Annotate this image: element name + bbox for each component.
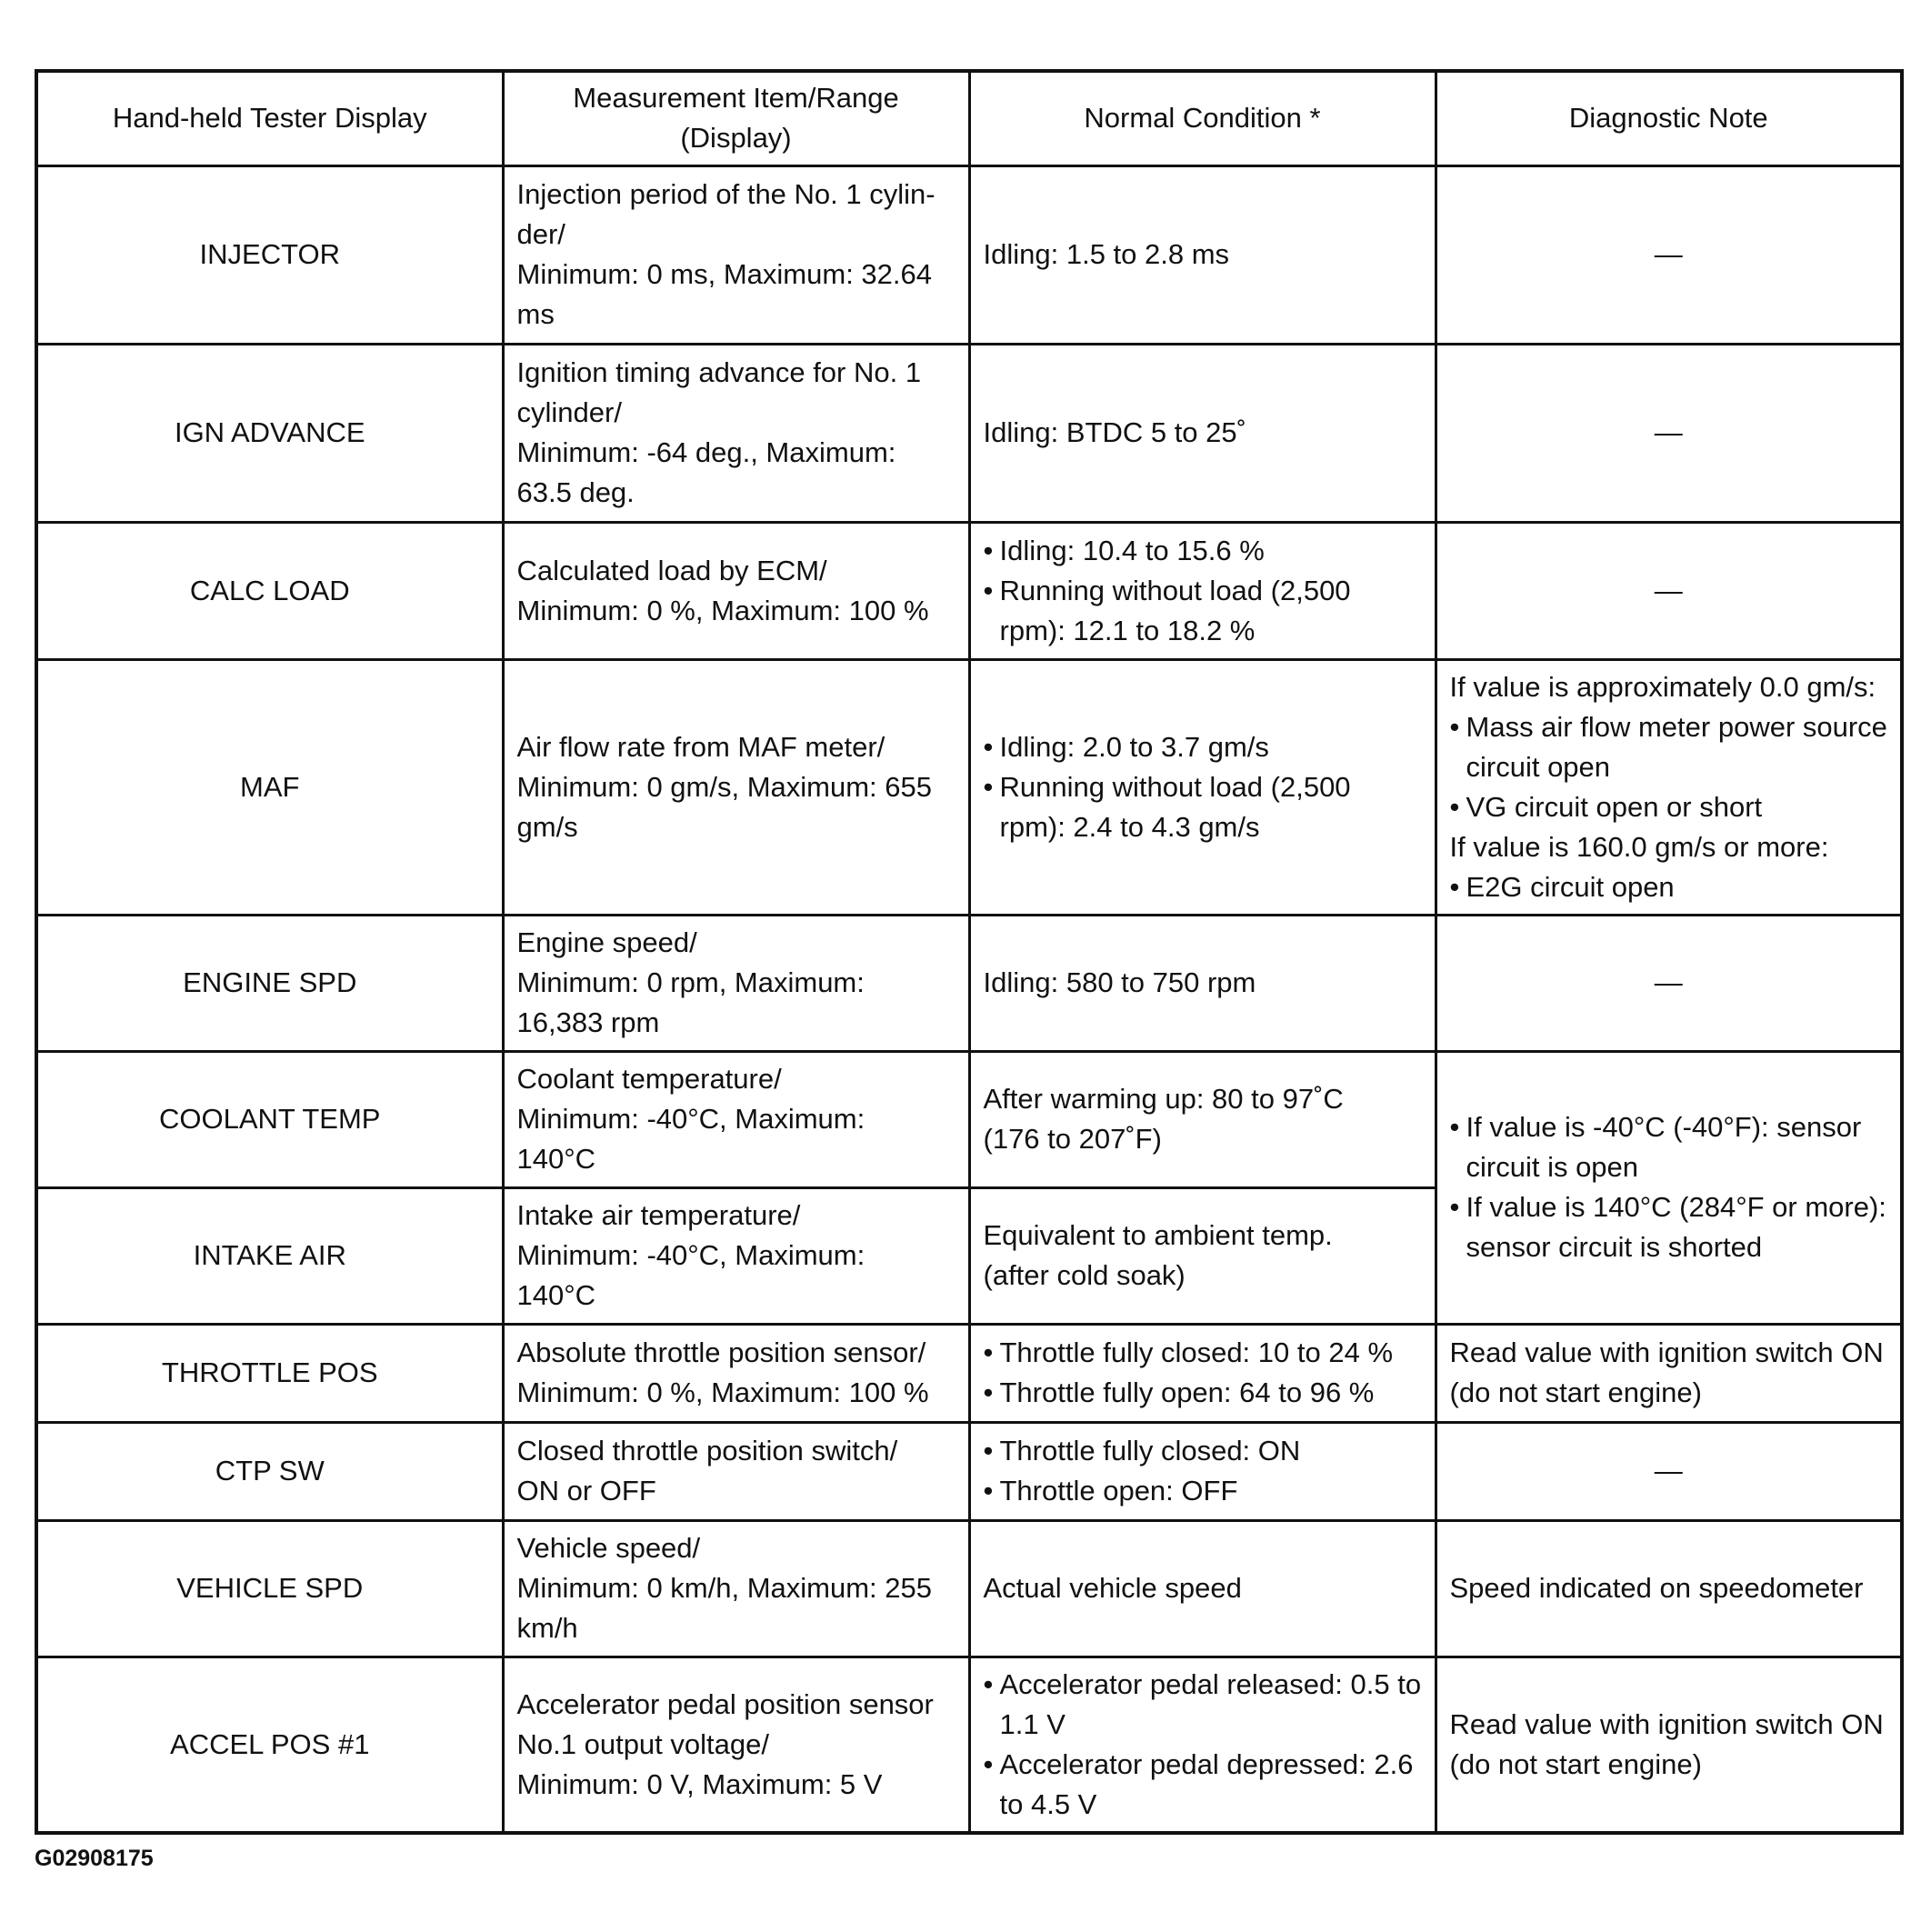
text-line: 63.5 deg. bbox=[516, 476, 635, 508]
header-measurement-line: (Display) bbox=[680, 122, 792, 155]
text-line: Minimum: 0 rpm, Maximum: bbox=[516, 966, 865, 998]
text-line: Minimum: -40°C, Maximum: bbox=[516, 1103, 865, 1135]
normal-cell bbox=[969, 1324, 1436, 1422]
text-line: Minimum: 0 %, Maximum: 100 % bbox=[516, 1376, 929, 1408]
table-row bbox=[36, 1422, 1902, 1520]
data-list-table bbox=[35, 69, 1904, 1835]
bullet-item: • Running without load (2,500 rpm): 12.1 to 18.2 % bbox=[984, 571, 1422, 651]
measurement-cell bbox=[503, 1520, 969, 1657]
text-line: Minimum: 0 km/h, Maximum: 255 bbox=[516, 1572, 932, 1604]
header-display: Hand-held Tester Display bbox=[36, 71, 503, 165]
measurement-cell bbox=[503, 1187, 969, 1324]
bullet-item: • Throttle fully closed: 10 to 24 % bbox=[984, 1333, 1422, 1373]
text-line: (do not start engine) bbox=[1449, 1747, 1702, 1780]
text-line: 16,383 rpm bbox=[516, 1006, 660, 1038]
note-cell: — bbox=[1436, 165, 1902, 344]
table-row bbox=[36, 1051, 1902, 1187]
text-line: Minimum: 0 ms, Maximum: 32.64 bbox=[516, 258, 932, 290]
normal-cell bbox=[969, 1051, 1436, 1187]
text-line: der/ bbox=[516, 218, 565, 250]
normal-cell: Actual vehicle speed bbox=[969, 1520, 1436, 1657]
text-line: Minimum: -64 deg., Maximum: bbox=[516, 436, 896, 468]
header-note: Diagnostic Note bbox=[1436, 71, 1902, 165]
display-cell: COOLANT TEMP bbox=[36, 1051, 503, 1187]
table-row bbox=[36, 1657, 1902, 1833]
text-line: Accelerator pedal position sensor bbox=[516, 1687, 934, 1720]
text-line: 140°C bbox=[516, 1143, 596, 1175]
text-line: Minimum: -40°C, Maximum: bbox=[516, 1239, 865, 1271]
text-line: 140°C bbox=[516, 1279, 596, 1311]
text-line: If value is 160.0 gm/s or more: bbox=[1449, 830, 1829, 863]
header-measurement bbox=[503, 71, 969, 165]
measurement-cell bbox=[503, 1324, 969, 1422]
note-cell: Speed indicated on speedometer bbox=[1436, 1520, 1902, 1657]
text-line: Coolant temperature/ bbox=[516, 1063, 782, 1095]
measurement-cell bbox=[503, 165, 969, 344]
figure-id: G02908175 bbox=[35, 1846, 154, 1871]
text-line: Calculated load by ECM/ bbox=[516, 554, 827, 586]
display-cell: INJECTOR bbox=[36, 165, 503, 344]
display-cell: THROTTLE POS bbox=[36, 1324, 503, 1422]
bullet-item: • Idling: 2.0 to 3.7 gm/s bbox=[984, 727, 1422, 767]
table-row bbox=[36, 1324, 1902, 1422]
bullet-item: • If value is 140°C (284°F or more): sensor circuit is shorted bbox=[1450, 1187, 1888, 1267]
display-cell: ENGINE SPD bbox=[36, 915, 503, 1051]
bullet-item: • Mass air flow meter power source circuit open bbox=[1450, 707, 1888, 787]
bullet-item: • Idling: 10.4 to 15.6 % bbox=[984, 531, 1422, 571]
bullet-item: • Running without load (2,500 rpm): 2.4 to 4.3 gm/s bbox=[984, 767, 1422, 847]
normal-cell bbox=[969, 1657, 1436, 1833]
table-row bbox=[36, 915, 1902, 1051]
table-row bbox=[36, 165, 1902, 344]
text-line: ms bbox=[516, 298, 555, 330]
measurement-cell bbox=[503, 1051, 969, 1187]
measurement-cell bbox=[503, 344, 969, 522]
display-cell: MAF bbox=[36, 659, 503, 915]
header-normal: Normal Condition * bbox=[969, 71, 1436, 165]
note-cell: — bbox=[1436, 1422, 1902, 1520]
note-cell: — bbox=[1436, 522, 1902, 659]
bullet-item: • E2G circuit open bbox=[1450, 867, 1888, 907]
measurement-cell bbox=[503, 522, 969, 659]
header-row bbox=[36, 71, 1902, 165]
bullet-item: • If value is -40°C (-40°F): sensor circuit is open bbox=[1450, 1107, 1888, 1187]
measurement-cell bbox=[503, 915, 969, 1051]
text-line: Closed throttle position switch/ bbox=[516, 1435, 898, 1467]
measurement-cell bbox=[503, 1657, 969, 1833]
display-cell: VEHICLE SPD bbox=[36, 1520, 503, 1657]
text-line: ON or OFF bbox=[516, 1475, 656, 1507]
text-line: (after cold soak) bbox=[983, 1259, 1186, 1291]
bullet-item: • Throttle fully open: 64 to 96 % bbox=[984, 1373, 1422, 1413]
text-line: Engine speed/ bbox=[516, 926, 697, 958]
text-line: km/h bbox=[516, 1612, 578, 1644]
display-cell: CALC LOAD bbox=[36, 522, 503, 659]
text-line: gm/s bbox=[516, 810, 578, 843]
text-line: Intake air temperature/ bbox=[516, 1199, 801, 1231]
note-cell bbox=[1436, 1051, 1902, 1324]
bullet-item: • Throttle open: OFF bbox=[984, 1471, 1422, 1511]
text-line: After warming up: 80 to 97˚C bbox=[983, 1083, 1344, 1115]
normal-cell bbox=[969, 1187, 1436, 1324]
text-line: If value is approximately 0.0 gm/s: bbox=[1449, 670, 1876, 703]
normal-cell: Idling: BTDC 5 to 25˚ bbox=[969, 344, 1436, 522]
bullet-item: • VG circuit open or short bbox=[1450, 787, 1888, 827]
text-line: Minimum: 0 V, Maximum: 5 V bbox=[516, 1767, 883, 1800]
normal-cell: Idling: 580 to 750 rpm bbox=[969, 915, 1436, 1051]
note-cell: — bbox=[1436, 915, 1902, 1051]
table-row bbox=[36, 659, 1902, 915]
note-cell bbox=[1436, 659, 1902, 915]
normal-cell bbox=[969, 1422, 1436, 1520]
text-line: (do not start engine) bbox=[1449, 1376, 1702, 1408]
normal-cell: Idling: 1.5 to 2.8 ms bbox=[969, 165, 1436, 344]
bullet-item: • Accelerator pedal depressed: 2.6 to 4.5 V bbox=[984, 1745, 1422, 1825]
text-line: Minimum: 0 %, Maximum: 100 % bbox=[516, 594, 929, 626]
text-line: Ignition timing advance for No. 1 bbox=[516, 356, 922, 388]
text-line: Vehicle speed/ bbox=[516, 1532, 701, 1564]
note-cell: — bbox=[1436, 344, 1902, 522]
normal-cell bbox=[969, 522, 1436, 659]
text-line: No.1 output voltage/ bbox=[516, 1727, 769, 1760]
measurement-cell bbox=[503, 659, 969, 915]
note-cell bbox=[1436, 1324, 1902, 1422]
table-row bbox=[36, 1520, 1902, 1657]
text-line: Minimum: 0 gm/s, Maximum: 655 bbox=[516, 770, 932, 803]
display-cell: ACCEL POS #1 bbox=[36, 1657, 503, 1833]
table-row bbox=[36, 522, 1902, 659]
text-line: cylinder/ bbox=[516, 396, 622, 428]
text-line: Air flow rate from MAF meter/ bbox=[516, 730, 885, 763]
bullet-item: • Accelerator pedal released: 0.5 to 1.1 V bbox=[984, 1665, 1422, 1745]
normal-cell bbox=[969, 659, 1436, 915]
text-line: Equivalent to ambient temp. bbox=[983, 1219, 1333, 1251]
measurement-cell bbox=[503, 1422, 969, 1520]
text-line: Injection period of the No. 1 cylin- bbox=[516, 178, 935, 210]
bullet-item: • Throttle fully closed: ON bbox=[984, 1431, 1422, 1471]
text-line: Read value with ignition switch ON bbox=[1449, 1336, 1884, 1368]
display-cell: IGN ADVANCE bbox=[36, 344, 503, 522]
header-measurement-line: Measurement Item/Range bbox=[573, 82, 899, 115]
text-line: Read value with ignition switch ON bbox=[1449, 1707, 1884, 1740]
display-cell: CTP SW bbox=[36, 1422, 503, 1520]
text-line: Absolute throttle position sensor/ bbox=[516, 1336, 926, 1368]
table-row bbox=[36, 344, 1902, 522]
display-cell: INTAKE AIR bbox=[36, 1187, 503, 1324]
note-cell bbox=[1436, 1657, 1902, 1833]
text-line: (176 to 207˚F) bbox=[983, 1123, 1162, 1155]
